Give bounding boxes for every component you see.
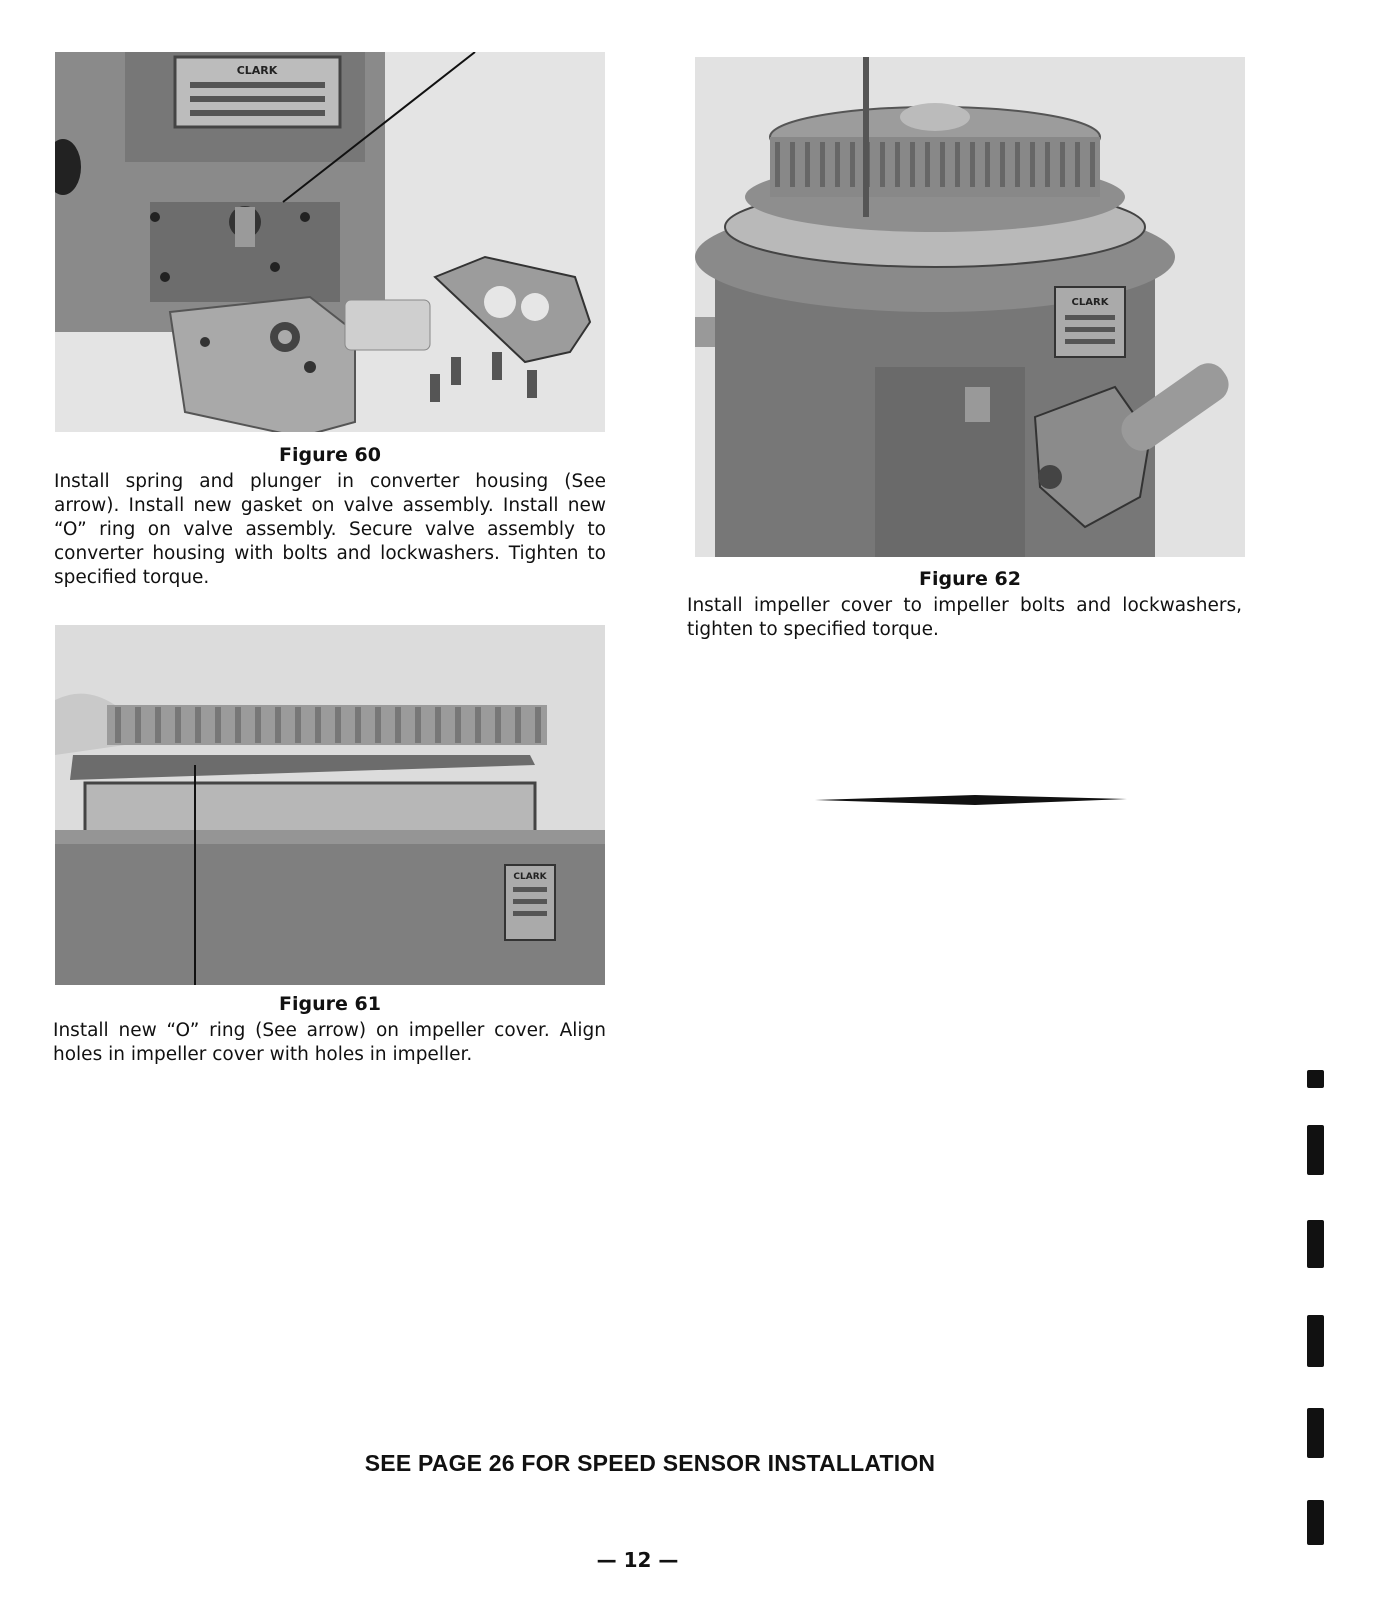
figure-60-title: Figure 60 <box>279 444 381 466</box>
figure-60-photo <box>55 52 605 432</box>
figure-62-caption: Install impeller cover to impeller bolts and lockwashers, tighten to specified torque. <box>687 595 1242 640</box>
figure-61-caption: Install new “O” ring (See arrow) on impeller cover. Align holes in impeller cover with holes in impeller. <box>53 1020 606 1065</box>
decorative-divider <box>815 795 1127 805</box>
figure-62-photo <box>695 57 1245 557</box>
speed-sensor-note: SEE PAGE 26 FOR SPEED SENSOR INSTALLATION <box>364 1450 936 1476</box>
registration-mark <box>1307 1315 1324 1367</box>
page-number: — 12 — <box>596 1548 679 1572</box>
figure-62-title: Figure 62 <box>919 568 1021 590</box>
figure-60-nameplate: CLARK <box>236 64 278 77</box>
registration-mark <box>1307 1220 1324 1268</box>
registration-mark <box>1307 1070 1324 1088</box>
figure-60-caption: Install spring and plunger in converter housing (See arrow). Install new gasket on valve assembly. Install new “O” ring on valve assembly. Secure valve assembly to converter housing with bolts and lockwashers. Tighten to specified torque. <box>54 471 606 588</box>
figure-61-title: Figure 61 <box>279 993 381 1015</box>
figure-61-nameplate: CLARK <box>513 872 547 882</box>
figure-62-nameplate: CLARK <box>1071 297 1109 308</box>
registration-mark <box>1307 1500 1324 1545</box>
registration-mark <box>1307 1408 1324 1458</box>
figure-61-photo <box>55 625 605 985</box>
registration-mark <box>1307 1125 1324 1175</box>
